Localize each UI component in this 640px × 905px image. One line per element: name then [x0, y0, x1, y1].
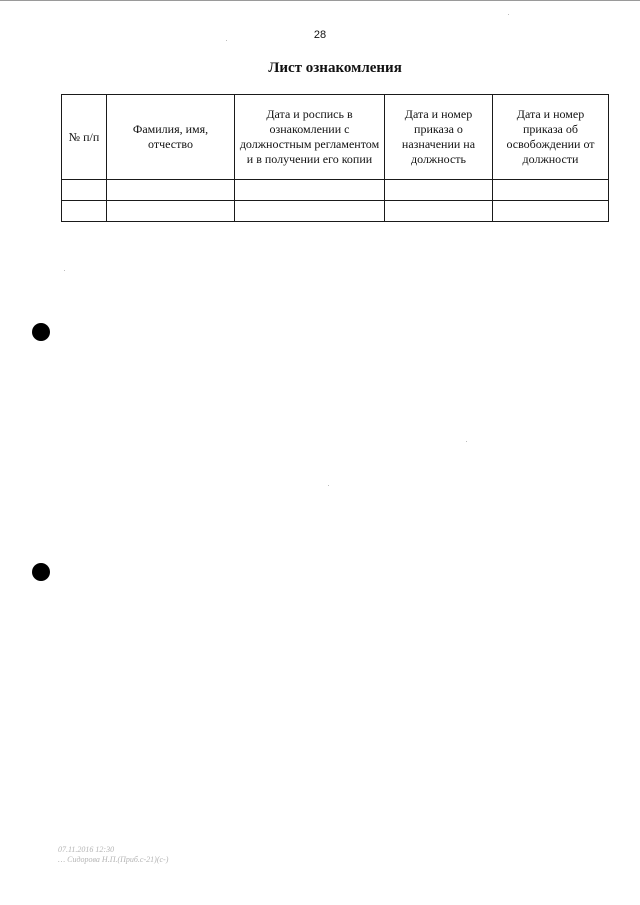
table-cell	[62, 180, 107, 201]
table-cell	[107, 180, 235, 201]
table-cell	[107, 201, 235, 222]
table-cell	[235, 180, 385, 201]
table-cell	[493, 201, 609, 222]
header-dismissal-order: Дата и номер приказа об освобождении от должности	[493, 95, 609, 180]
table-cell	[385, 180, 493, 201]
scan-stamp	[58, 845, 168, 865]
table-cell	[62, 201, 107, 222]
scan-speck	[328, 485, 329, 486]
punch-hole	[32, 563, 50, 581]
table-header-row	[62, 95, 609, 180]
header-signature-date: Дата и роспись в ознакомлении с должностным регламентом и в получении его копии	[235, 95, 385, 180]
table-row	[62, 201, 609, 222]
acquaintance-table	[61, 94, 609, 222]
scan-speck	[466, 441, 467, 442]
punch-hole	[32, 323, 50, 341]
table-cell	[493, 180, 609, 201]
stamp-line: 07.11.2016 12:30	[58, 845, 115, 854]
scan-speck	[226, 40, 227, 41]
header-appointment-order: Дата и номер приказа о назначении на должность	[385, 95, 493, 180]
scan-top-edge	[0, 0, 640, 1]
table-cell	[235, 201, 385, 222]
stamp-line: … Сидорова Н.П.(Приб.с-21)(с-)	[58, 855, 169, 864]
page-title: Лист ознакомления	[268, 60, 402, 76]
scan-speck	[64, 270, 65, 271]
page-number: 28	[313, 29, 327, 41]
table-row	[62, 180, 609, 201]
header-full-name: Фамилия, имя, отчество	[107, 95, 235, 180]
header-number: № п/п	[62, 95, 107, 180]
table-cell	[385, 201, 493, 222]
scan-speck	[508, 14, 509, 15]
